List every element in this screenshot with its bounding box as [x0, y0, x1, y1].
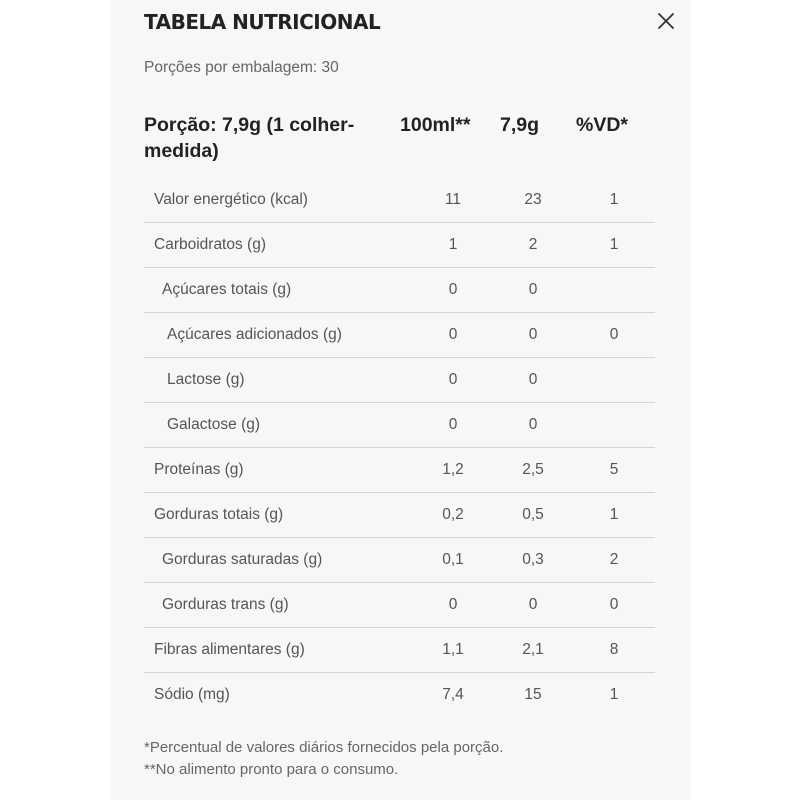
- table-row: [144, 628, 655, 673]
- table-row: [144, 538, 655, 583]
- modal-title: TABELA NUTRICIONAL: [144, 10, 381, 34]
- value-vd: [573, 358, 655, 403]
- value-100ml: 0: [403, 403, 493, 448]
- col-header-vd: %VD*: [576, 114, 629, 136]
- nutrient-name: Proteínas (g): [144, 448, 403, 493]
- value-100ml: 0,1: [403, 538, 493, 583]
- table-row: [144, 223, 655, 268]
- value-portion: 0: [493, 403, 573, 448]
- nutrient-name: Açúcares totais (g): [144, 268, 403, 313]
- value-100ml: 0,2: [403, 493, 493, 538]
- value-portion: 0: [493, 313, 573, 358]
- table-row: [144, 448, 655, 493]
- nutrient-name: Açúcares adicionados (g): [144, 313, 403, 358]
- value-100ml: 0: [403, 313, 493, 358]
- footnote-vd: *Percentual de valores diários fornecidos pela porção.: [144, 739, 504, 756]
- value-vd: 1: [609, 686, 619, 703]
- nutrient-name: Gorduras trans (g): [144, 583, 403, 628]
- col-header-portion: 7,9g: [500, 114, 540, 136]
- value-100ml: 1,2: [403, 448, 493, 493]
- value-portion: 0: [493, 583, 573, 628]
- close-button[interactable]: [655, 10, 677, 32]
- nutrient-name: Fibras alimentares (g): [144, 628, 403, 673]
- value-portion: 0,3: [493, 538, 573, 583]
- table-row: [144, 403, 655, 448]
- value-vd: 5: [573, 448, 655, 493]
- portions-per-package: Porções por embalagem: 30: [144, 59, 339, 76]
- footnotes: [144, 737, 503, 781]
- value-portion: 2,1: [493, 628, 573, 673]
- portion-header: Porção: 7,9g (1 colher-medida): [144, 114, 355, 162]
- table-row: [144, 313, 655, 358]
- value-portion: 2,5: [493, 448, 573, 493]
- nutrient-name: Galactose (g): [144, 403, 403, 448]
- footnote-ml: **No alimento pronto para o consumo.: [144, 761, 399, 778]
- nutrition-table: [144, 178, 655, 717]
- value-portion: 23: [493, 178, 573, 223]
- value-vd: 1: [573, 178, 655, 223]
- value-100ml: 11: [403, 178, 493, 223]
- nutrient-name: Lactose (g): [144, 358, 403, 403]
- value-vd: 0: [573, 583, 655, 628]
- table-row: [144, 178, 655, 223]
- value-portion: 0: [493, 268, 573, 313]
- table-row: [144, 583, 655, 628]
- col-header-100ml: 100ml**: [400, 114, 471, 136]
- value-100ml: 0: [403, 268, 493, 313]
- nutrient-name: Gorduras saturadas (g): [144, 538, 403, 583]
- value-portion: 0: [493, 358, 573, 403]
- value-portion: 0,5: [493, 493, 573, 538]
- close-icon: [655, 10, 677, 32]
- table-row: [144, 358, 655, 403]
- nutrient-name: Carboidratos (g): [144, 223, 403, 268]
- value-portion: 2: [493, 223, 573, 268]
- nutrient-name: Valor energético (kcal): [144, 178, 403, 223]
- value-100ml: 7,4: [442, 686, 464, 703]
- value-100ml: 0: [403, 358, 493, 403]
- value-vd: 8: [573, 628, 655, 673]
- nutrient-name: Gorduras totais (g): [144, 493, 403, 538]
- value-100ml: 0: [403, 583, 493, 628]
- table-row: [144, 493, 655, 538]
- value-vd: 2: [573, 538, 655, 583]
- value-100ml: 1: [403, 223, 493, 268]
- value-vd: 1: [573, 223, 655, 268]
- value-100ml: 1,1: [403, 628, 493, 673]
- value-vd: 0: [573, 313, 655, 358]
- table-row: [144, 673, 655, 718]
- value-portion: 15: [524, 686, 542, 703]
- nutrition-modal: [110, 0, 691, 800]
- value-vd: [573, 403, 655, 448]
- table-row: [144, 268, 655, 313]
- value-vd: [573, 268, 655, 313]
- nutrient-name: Sódio (mg): [154, 686, 230, 703]
- value-vd: 1: [573, 493, 655, 538]
